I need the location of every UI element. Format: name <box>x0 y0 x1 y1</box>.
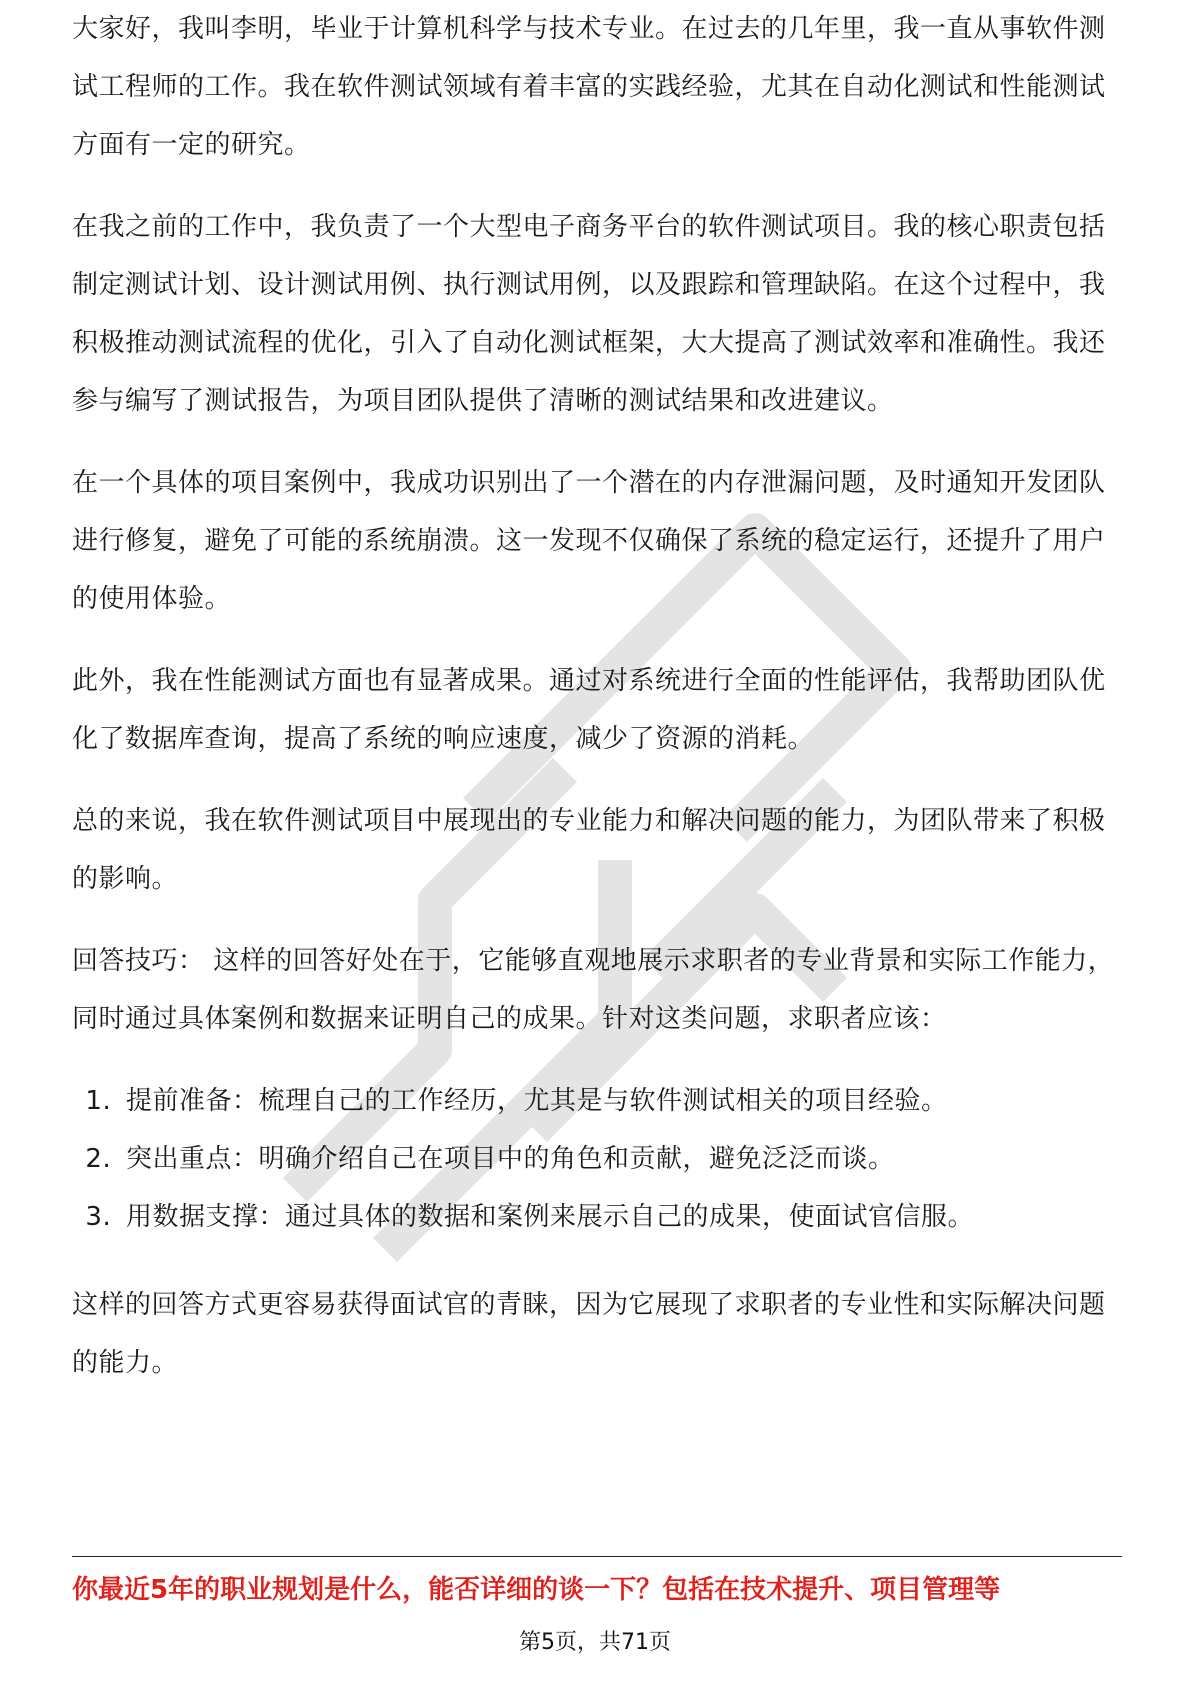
section-divider <box>72 1556 1122 1557</box>
document-body <box>72 14 1118 1416</box>
summary-paragraph: 总的来说，我在软件测试项目中展现出的专业能力和解决问题的能力，为团队带来了积极的影响。 <box>72 806 1106 894</box>
closing-paragraph: 这样的回答方式更容易获得面试官的青睐，因为它展现了求职者的专业性和实际解决问题的能力。 <box>72 1290 1106 1378</box>
answer-tips-paragraph: 回答技巧： 这样的回答好处在于，它能够直观地展示求职者的专业背景和实际工作能力，同时通过具体案例和数据来证明自己的成果。针对这类问题，求职者应该： <box>72 946 1115 1034</box>
list-item: 2. 突出重点：明确介绍自己在项目中的角色和贡献，避免泛泛而谈。 <box>120 1130 1118 1188</box>
list-item: 3. 用数据支撑：通过具体的数据和案例来展示自己的成果，使面试官信服。 <box>120 1188 1118 1246</box>
list-item: 1. 提前准备：梳理自己的工作经历，尤其是与软件测试相关的项目经验。 <box>120 1072 1118 1130</box>
intro-paragraph: 大家好，我叫李明，毕业于计算机科学与技术专业。在过去的几年里，我一直从事软件测试工程师的工作。我在软件测试领域有着丰富的实践经验，尤其在自动化测试和性能测试方面有一定的研究。 <box>72 14 1106 160</box>
performance-paragraph: 此外，我在性能测试方面也有显著成果。通过对系统进行全面的性能评估，我帮助团队优化了数据库查询，提高了系统的响应速度，减少了资源的消耗。 <box>72 666 1106 754</box>
tips-list <box>72 1072 1118 1246</box>
project-paragraph: 在我之前的工作中，我负责了一个大型电子商务平台的软件测试项目。我的核心职责包括制定测试计划、设计测试用例、执行测试用例，以及跟踪和管理缺陷。在这个过程中，我积极推动测试流程的优化，引入了自动化测试框架，大大提高了测试效率和准确性。我还参与编写了测试报告，为项目团队提供了清晰的测试结果和改进建议。 <box>72 212 1106 416</box>
page-number: 第5页，共71页 <box>519 1630 671 1655</box>
case-paragraph: 在一个具体的项目案例中，我成功识别出了一个潜在的内存泄漏问题，及时通知开发团队进行修复，避免了可能的系统崩溃。这一发现不仅确保了系统的稳定运行，还提升了用户的使用体验。 <box>72 468 1106 614</box>
next-question-heading: 你最近5年的职业规划是什么，能否详细的谈一下？包括在技术提升、项目管理等 <box>72 1575 1001 1605</box>
